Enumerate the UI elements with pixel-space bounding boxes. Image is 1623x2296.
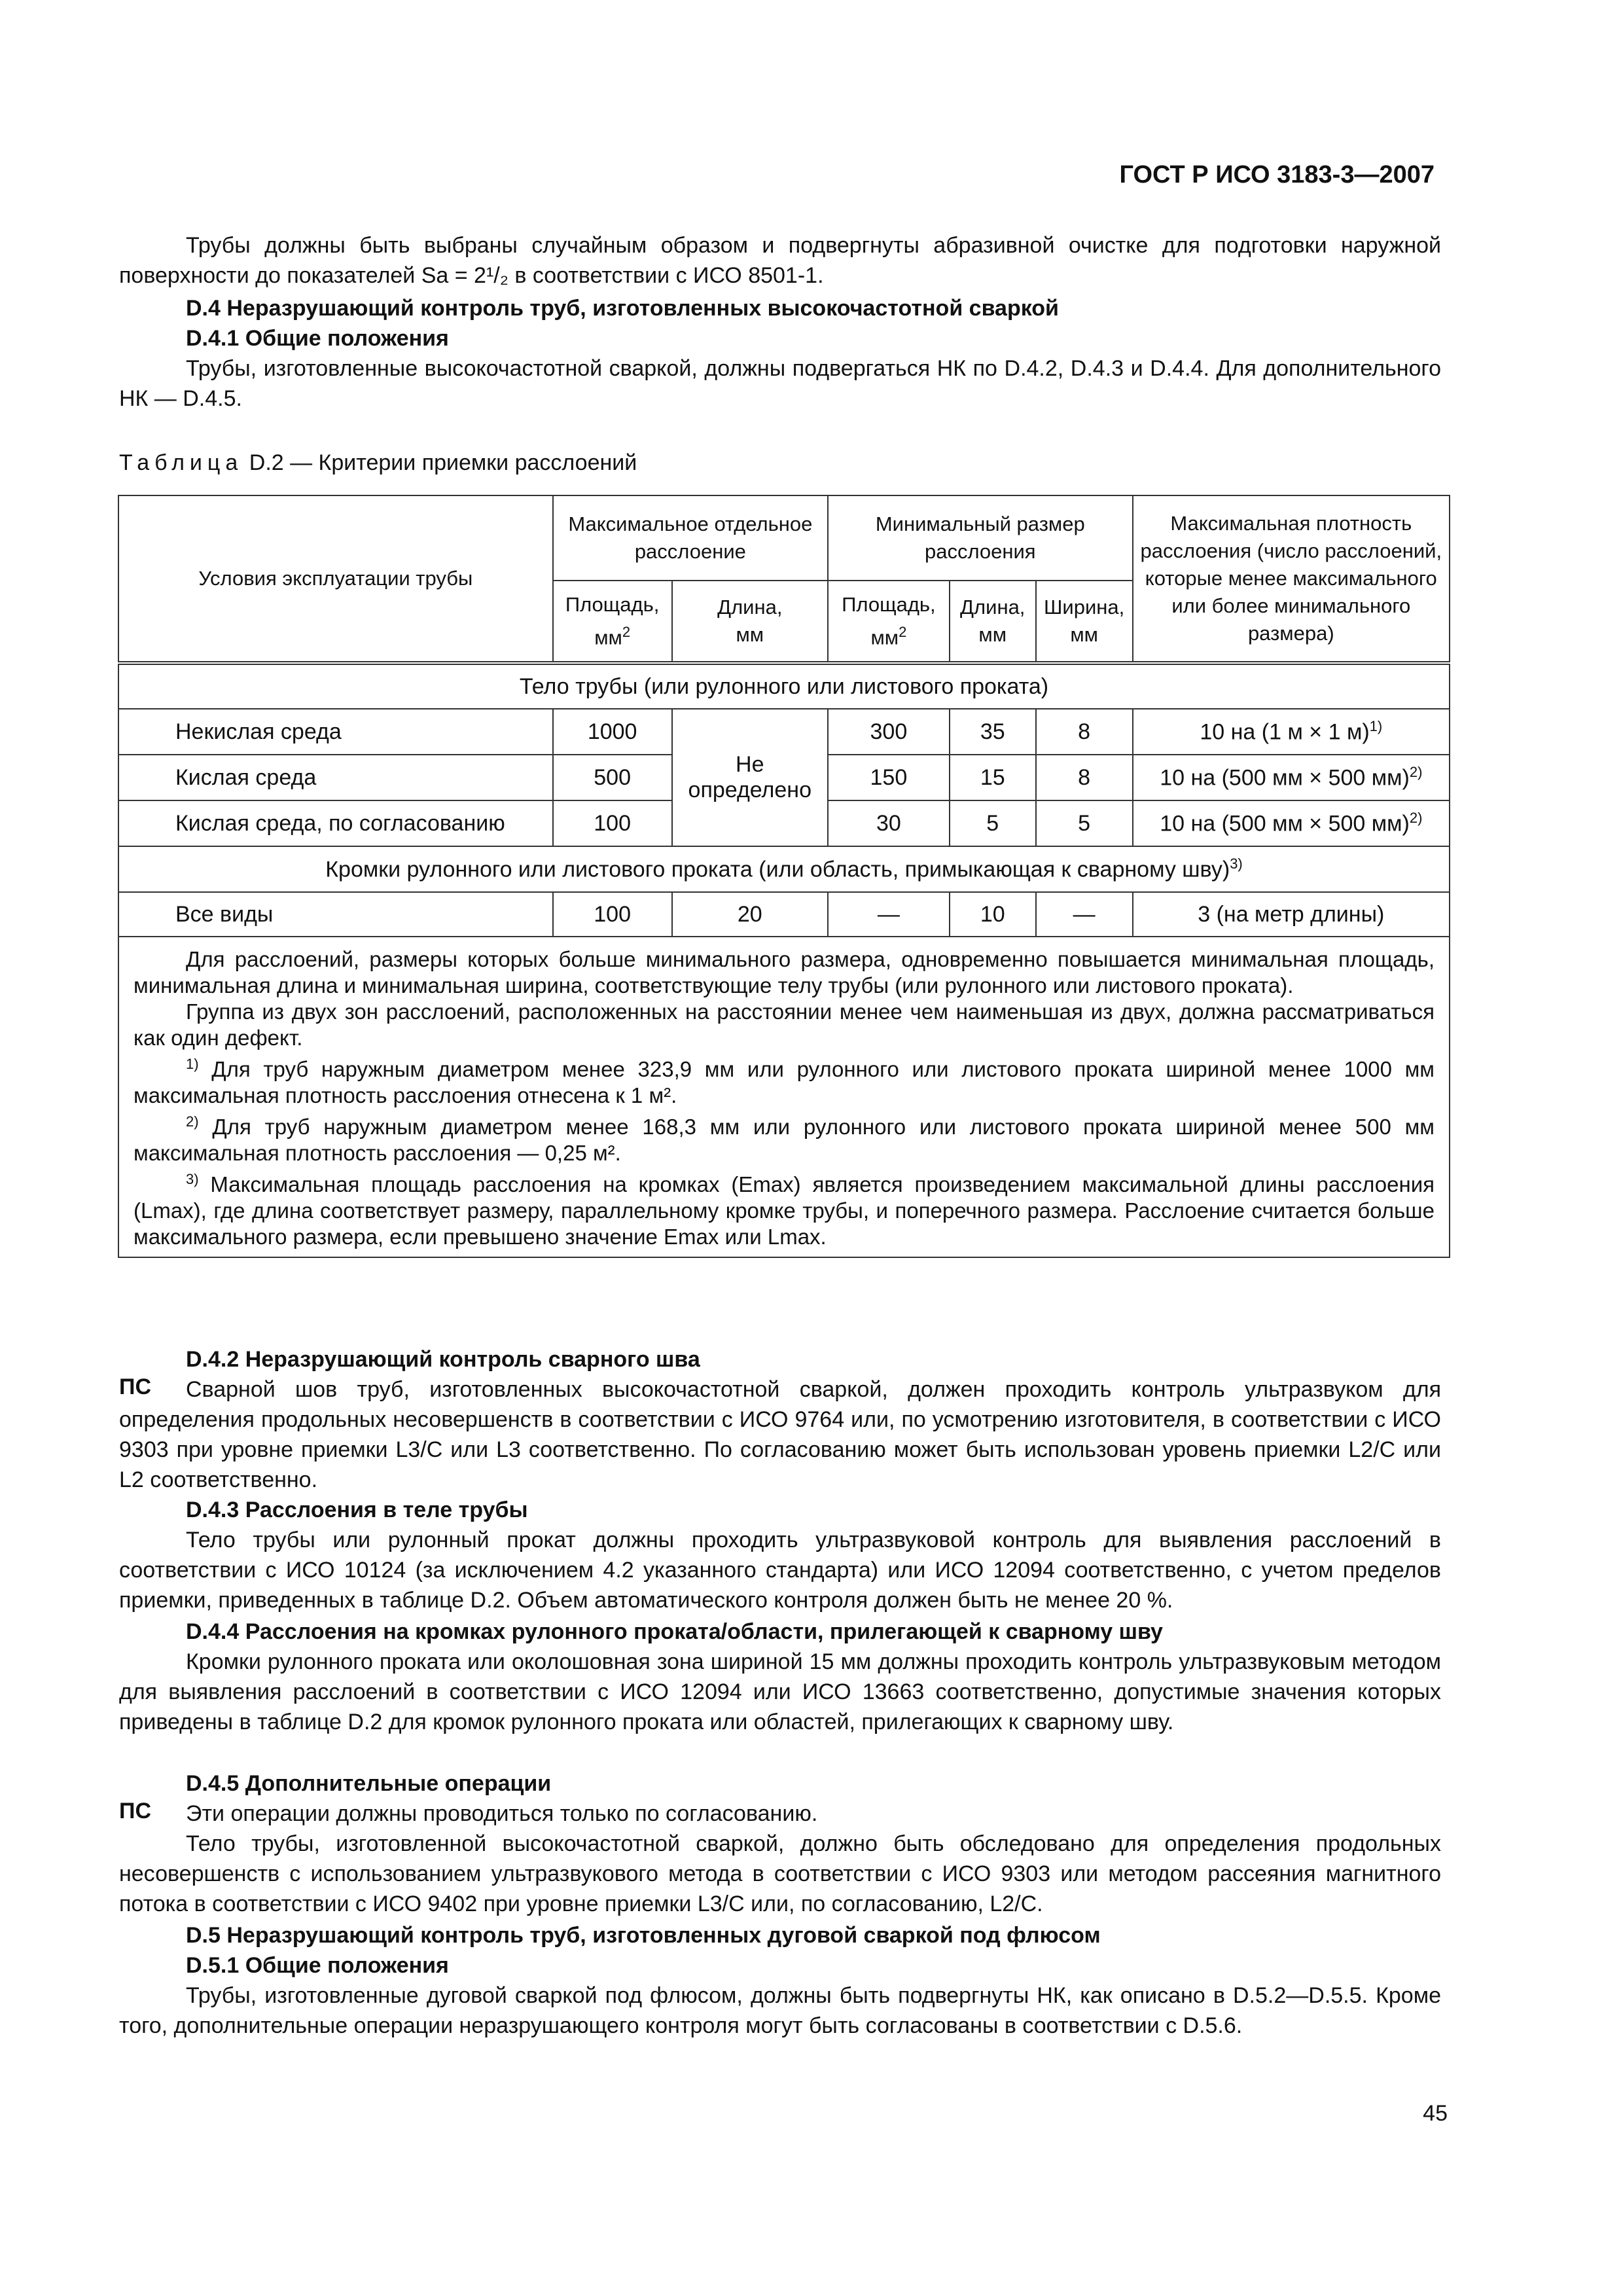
- cell-max-area: 100: [553, 892, 672, 937]
- delamination-criteria-table: [118, 495, 1450, 1258]
- table-caption: [119, 450, 637, 476]
- footnote-3: $^{3)}$ Максимальная площадь расслоения на кромках (Emax) является произведением максимальной длины расслоения (Lmax), где длина соответствует размеру, параллельному кромке трубы, и поперечного размера. Расслоение считается больше максимального размера, если превышено значение Emax или Lmax.: [134, 1171, 1435, 1249]
- section-d45-text-1: Эти операции должны проводиться только по согласованию.: [186, 1801, 818, 1826]
- header-conditions: Условия эксплуатации трубы: [118, 495, 553, 663]
- section-d43-heading: D.4.3 Расслоения в теле трубы: [186, 1498, 528, 1522]
- document-code-header: ГОСТ Р ИСО 3183-3—2007: [1119, 161, 1435, 188]
- cell-min-length: 10: [950, 892, 1036, 937]
- table-caption-prefix: Таблица: [119, 450, 243, 475]
- section-body-row: Тело трубы (или рулонного или листового проката): [118, 663, 1450, 709]
- cell-min-width: 8: [1036, 755, 1133, 800]
- header-min-size: Минимальный размер расслоения: [828, 495, 1133, 581]
- cell-min-area: —: [828, 892, 950, 937]
- note-general-2: Группа из двух зон расслоений, расположенных на расстоянии менее чем наименьшая из двух, должна рассматриваться как один дефект.: [134, 999, 1435, 1050]
- cell-density: 3 (на метр длины): [1133, 892, 1450, 937]
- section-d51-heading: D.5.1 Общие положения: [186, 1953, 449, 1978]
- cell-min-area: 30: [828, 800, 950, 846]
- section-d41-heading: D.4.1 Общие положения: [186, 326, 449, 351]
- header-min-width: Ширина, мм: [1036, 581, 1133, 663]
- cell-density: 10 на (1 м × 1 м)$^{1)}$: [1133, 709, 1450, 755]
- table-row: [118, 892, 1450, 937]
- section-d51-text: Трубы, изготовленные дуговой сваркой под флюсом, должны быть подвергнуты НК, как описано в D.5.2—D.5.5. Кроме того, дополнительные операции неразрушающего контроля могут быть согласованы в соответствии с D.5.6.: [119, 1983, 1441, 2038]
- section-d44-heading: D.4.4 Расслоения на кромках рулонного проката/области, прилегающей к сварному шву: [186, 1619, 1163, 1644]
- footnote-2: $^{2)}$ Для труб наружным диаметром менее 168,3 мм или рулонного или листового проката шириной менее 500 мм максимальная плотность расслоения — 0,25 м².: [134, 1113, 1435, 1165]
- cell-max-area: 500: [553, 755, 672, 800]
- cell-min-area: 150: [828, 755, 950, 800]
- section-d41-text: Трубы, изготовленные высокочастотной сваркой, должны подвергаться НК по D.4.2, D.4.3 и D.4.4. Для дополнительного НК — D.4.5.: [119, 356, 1441, 411]
- section-d45-text-2: Тело трубы, изготовленной высокочастотной сваркой, должно быть обследовано для определения продольных несовершенств с использованием ультразвукового метода в соответствии с ИСО 9303 или методом рассеяния магнитного потока в соответствии с ИСО 9402 при уровне приемки L3/C или, по согласованию, L2/C.: [119, 1831, 1441, 1916]
- header-max-single: Максимальное отдельное расслоение: [553, 495, 828, 581]
- table-caption-title: D.2 — Критерии приемки расслоений: [243, 450, 637, 475]
- page-number: 45: [1423, 2101, 1448, 2126]
- intro-paragraph: Трубы должны быть выбраны случайным образом и подвергнуты абразивной очистке для подготовки наружной поверхности до показателей Sa = 2¹/₂ в соответствии с ИСО 8501-1.: [119, 233, 1441, 288]
- cell-min-width: 8: [1036, 709, 1133, 755]
- header-min-length: Длина, мм: [950, 581, 1036, 663]
- section-d42-heading: D.4.2 Неразрушающий контроль сварного шва: [186, 1347, 700, 1372]
- cell-max-area: 1000: [553, 709, 672, 755]
- section-d5-heading: D.5 Неразрушающий контроль труб, изготовленных дуговой сваркой под флюсом: [186, 1923, 1101, 1948]
- section-d4-heading: D.4 Неразрушающий контроль труб, изготовленных высокочастотной сваркой: [186, 296, 1059, 321]
- cell-not-defined: Не определено: [672, 709, 828, 846]
- cell-condition: Кислая среда, по согласованию: [118, 800, 553, 846]
- cell-condition: Кислая среда: [118, 755, 553, 800]
- cell-condition: Некислая среда: [118, 709, 553, 755]
- footnote-1: $^{1)}$ Для труб наружным диаметром менее 323,9 мм или рулонного или листового проката шириной менее 1000 мм максимальная плотность расслоения отнесена к 1 м².: [134, 1056, 1435, 1107]
- header-max-length: Длина, мм: [672, 581, 828, 663]
- header-max-density: Максимальная плотность расслоения (число расслоений, которые менее максимального или более минимального размера): [1133, 495, 1450, 663]
- section-d44-text: Кромки рулонного проката или околошовная зона шириной 15 мм должны проходить контроль ультразвуковым методом для выявления расслоений в соответствии с ИСО 12094 или ИСО 13663 соответственно, допустимые значения которых приведены в таблице D.2 для кромок рулонного проката или областей, прилегающих к сварному шву.: [119, 1649, 1441, 1734]
- table-notes: [118, 937, 1450, 1257]
- section-edges-row: Кромки рулонного или листового проката (или область, примыкающая к сварному шву)$^{3)}$: [118, 846, 1450, 892]
- section-d42-text: Сварной шов труб, изготовленных высокочастотной сваркой, должен проходить контроль ультразвуком для определения продольных несовершенств в соответствии с ИСО 9764 или, по усмотрению изготовителя, в соответствии с ИСО 9303 при уровне приемки L3/C или L3 соответственно. По согласованию может быть использован уровень приемки L2/C или L2 соответственно.: [119, 1377, 1441, 1492]
- cell-min-area: 300: [828, 709, 950, 755]
- cell-density: 10 на (500 мм × 500 мм)$^{2)}$: [1133, 755, 1450, 800]
- cell-min-width: 5: [1036, 800, 1133, 846]
- section-d45-heading: D.4.5 Дополнительные операции: [186, 1771, 552, 1796]
- header-min-area: Площадь, $мм^2$: [828, 581, 950, 663]
- table-row: [118, 709, 1450, 755]
- ps-marker: ПС: [119, 1799, 151, 1823]
- cell-max-area: 100: [553, 800, 672, 846]
- header-max-area: Площадь, $мм^2$: [553, 581, 672, 663]
- cell-min-length: 35: [950, 709, 1036, 755]
- cell-min-length: 15: [950, 755, 1036, 800]
- cell-min-length: 5: [950, 800, 1036, 846]
- cell-condition: Все виды: [118, 892, 553, 937]
- cell-min-width: —: [1036, 892, 1133, 937]
- ps-marker: ПС: [119, 1374, 151, 1399]
- section-d43-text: Тело трубы или рулонный прокат должны проходить ультразвуковой контроль для выявления расслоений в соответствии с ИСО 10124 (за исключением 4.2 указанного стандарта) или ИСО 12094 соответственно, с учетом пределов приемки, приведенных в таблице D.2. Объем автоматического контроля должен быть не менее 20 %.: [119, 1528, 1441, 1613]
- cell-density: 10 на (500 мм × 500 мм)$^{2)}$: [1133, 800, 1450, 846]
- note-general-1: Для расслоений, размеры которых больше минимального размера, одновременно повышается минимальная площадь, минимальная длина и минимальная ширина, соответствующие телу трубы (или рулонного или листового проката).: [134, 947, 1435, 997]
- cell-max-length: 20: [672, 892, 828, 937]
